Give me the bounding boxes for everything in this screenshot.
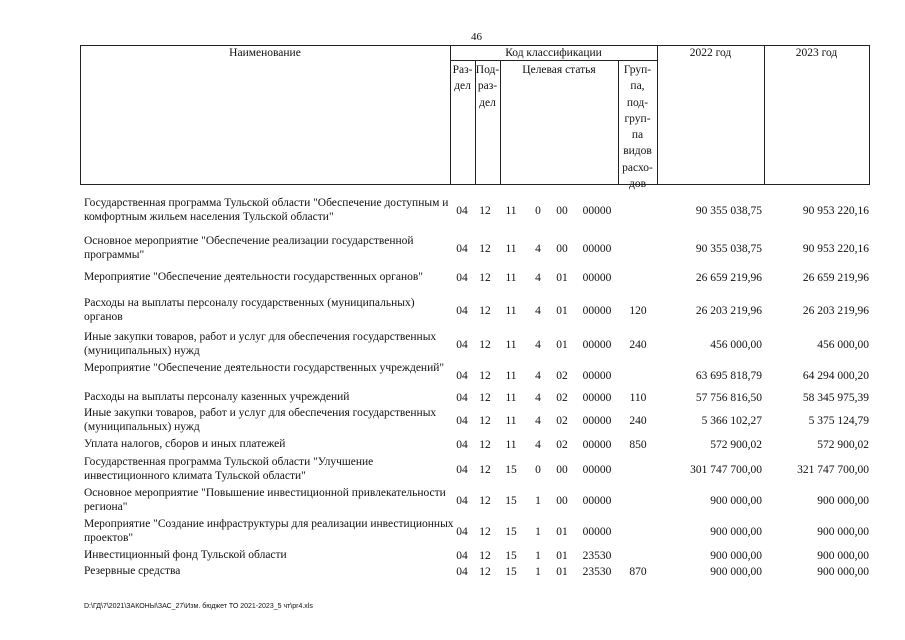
- row-code-c2: 4: [535, 305, 541, 317]
- row-code-c2: 0: [535, 464, 541, 476]
- row-code-vr: 110: [629, 392, 647, 404]
- header-razdel-line: Раз-: [452, 64, 473, 76]
- row-name: Иные закупки товаров, работ и услуг для обеспечения государственных (муниципальных) нужд: [84, 331, 437, 357]
- header-2022: 2022 год: [689, 47, 732, 59]
- row-code-pr: 12: [479, 550, 491, 562]
- header-group-line: под-: [626, 96, 649, 109]
- row-code-c1: 11: [505, 243, 517, 255]
- row-amount-2022: 90 355 038,75: [695, 243, 762, 255]
- row-name: Резервные средства: [84, 565, 181, 577]
- row-code-vr: 120: [629, 305, 647, 317]
- row-name: Уплата налогов, сборов и иных платежей: [84, 438, 286, 450]
- header-group-line: груп-: [624, 112, 651, 125]
- header-2023: 2023 год: [795, 47, 838, 59]
- row-code-vr: 870: [629, 566, 647, 578]
- row-code-c1: 11: [505, 392, 517, 404]
- row-code-r: 04: [456, 392, 468, 404]
- row-code-c3: 00: [556, 495, 568, 507]
- row-code-c2: 4: [535, 272, 541, 284]
- row-code-c2: 4: [535, 243, 541, 255]
- row-code-c3: 01: [556, 272, 568, 284]
- row-code-pr: 12: [479, 464, 491, 476]
- row-code-pr: 12: [479, 392, 491, 404]
- row-code-r: 04: [456, 205, 468, 217]
- row-code-c1: 15: [505, 566, 517, 578]
- row-code-pr: 12: [479, 495, 491, 507]
- row-code-c3: 02: [556, 415, 568, 427]
- row-amount-2022: 5 366 102,27: [701, 415, 762, 427]
- row-code-c2: 0: [535, 205, 541, 217]
- row-name: Расходы на выплаты персоналу государственных (муниципальных) органов: [84, 297, 415, 323]
- row-amount-2022: 572 900,02: [710, 439, 762, 451]
- row-amount-2022: 456 000,00: [710, 339, 762, 351]
- row-amount-2022: 63 695 818,79: [695, 370, 762, 382]
- row-code-vr: 240: [629, 415, 647, 427]
- table-row: [0, 271, 905, 287]
- row-amount-2022: 900 000,00: [710, 495, 762, 507]
- row-amount-2023: 58 345 975,39: [802, 392, 869, 404]
- header-name: Наименование: [229, 47, 301, 59]
- header-group-line: расхо-: [622, 161, 653, 174]
- header-group-line: видов: [623, 145, 652, 158]
- row-code-c2: 4: [535, 439, 541, 451]
- row-code-r: 04: [456, 464, 468, 476]
- row-code-c1: 11: [505, 415, 517, 427]
- row-name: Расходы на выплаты персоналу казенных учреждений: [84, 391, 350, 403]
- row-name: Мероприятие "Обеспечение деятельности государственных учреждений": [84, 362, 445, 374]
- row-code-c3: 02: [556, 370, 568, 382]
- row-code-c2: 1: [535, 526, 541, 538]
- table-row: [0, 456, 905, 486]
- header-podrazdel-line: дел: [479, 96, 496, 109]
- row-code-pr: 12: [479, 370, 491, 382]
- row-code-c1: 15: [505, 526, 517, 538]
- row-code-r: 04: [456, 439, 468, 451]
- row-code-vr: 240: [629, 339, 647, 351]
- table-row: [0, 362, 905, 392]
- header-podrazdel-line: раз-: [477, 80, 498, 93]
- row-code-vr: 850: [629, 439, 647, 451]
- table-row: [0, 487, 905, 517]
- row-code-pr: 12: [479, 415, 491, 427]
- row-code-c3: 01: [556, 305, 568, 317]
- row-code-pr: 12: [479, 243, 491, 255]
- row-code-c1: 11: [505, 370, 517, 382]
- row-code-c4: 00000: [582, 464, 612, 476]
- row-code-r: 04: [456, 566, 468, 578]
- row-name: Основное мероприятие "Повышение инвестиционной привлекательности региона": [84, 487, 446, 513]
- row-code-c1: 11: [505, 439, 517, 451]
- row-amount-2023: 900 000,00: [817, 566, 869, 578]
- row-amount-2023: 900 000,00: [817, 550, 869, 562]
- row-name: Иные закупки товаров, работ и услуг для обеспечения государственных (муниципальных) нужд: [84, 407, 437, 433]
- row-name: Государственная программа Тульской области "Обеспечение доступным и комфортным жильем населения Тульской области": [84, 197, 449, 223]
- table-row: [0, 331, 905, 361]
- header-target: Целевая статья: [522, 64, 596, 76]
- row-code-c4: 00000: [582, 305, 612, 317]
- row-code-c4: 00000: [582, 243, 612, 255]
- row-code-c1: 11: [505, 339, 517, 351]
- row-code-c3: 00: [556, 243, 568, 255]
- header-code: Код классификации: [505, 47, 602, 59]
- row-amount-2022: 900 000,00: [710, 526, 762, 538]
- row-name: Государственная программа Тульской области "Улучшение инвестиционного климата Тульской области": [84, 456, 374, 482]
- row-amount-2022: 26 203 219,96: [695, 305, 762, 317]
- row-amount-2023: 26 659 219,96: [802, 272, 869, 284]
- row-code-c4: 23530: [582, 566, 612, 578]
- row-code-c1: 15: [505, 495, 517, 507]
- row-amount-2022: 26 659 219,96: [695, 272, 762, 284]
- row-code-pr: 12: [479, 205, 491, 217]
- row-code-c4: 00000: [582, 392, 612, 404]
- row-name: Мероприятие "Обеспечение деятельности государственных органов": [84, 271, 423, 283]
- row-code-c1: 11: [505, 205, 517, 217]
- row-code-c2: 4: [535, 415, 541, 427]
- row-amount-2023: 900 000,00: [817, 526, 869, 538]
- row-amount-2023: 90 953 220,16: [802, 243, 869, 255]
- header-group-line: па,: [630, 80, 645, 93]
- row-amount-2022: 900 000,00: [710, 566, 762, 578]
- row-code-r: 04: [456, 370, 468, 382]
- row-code-c3: 01: [556, 526, 568, 538]
- row-code-r: 04: [456, 415, 468, 427]
- row-name: Инвестиционный фонд Тульской области: [84, 549, 287, 561]
- row-code-pr: 12: [479, 339, 491, 351]
- row-name: Мероприятие "Создание инфраструктуры для реализации инвестиционных проектов": [84, 518, 454, 544]
- header-group-line: дов: [628, 178, 647, 191]
- row-code-r: 04: [456, 495, 468, 507]
- file-path-footer: D:\ГД\7\2021\ЗАКОНЫ\ЗАС_27\Изм. бюджет ТО 2021-2023_5 чт\pr4.xls: [84, 603, 313, 610]
- row-code-r: 04: [456, 339, 468, 351]
- row-name: Основное мероприятие "Обеспечение реализации государственной программы": [84, 235, 414, 261]
- row-code-c4: 00000: [582, 339, 612, 351]
- table-row: [0, 235, 905, 265]
- table-row: [0, 565, 905, 581]
- row-amount-2022: 900 000,00: [710, 550, 762, 562]
- row-code-c2: 1: [535, 550, 541, 562]
- row-code-c2: 4: [535, 392, 541, 404]
- row-code-c2: 4: [535, 370, 541, 382]
- row-code-pr: 12: [479, 439, 491, 451]
- row-code-c4: 00000: [582, 526, 612, 538]
- row-amount-2023: 64 294 000,20: [802, 370, 869, 382]
- row-code-c3: 00: [556, 205, 568, 217]
- table-row: [0, 438, 905, 454]
- row-code-c3: 01: [556, 566, 568, 578]
- table-row: [0, 297, 905, 327]
- row-code-c3: 01: [556, 550, 568, 562]
- row-amount-2023: 5 375 124,79: [808, 415, 869, 427]
- row-amount-2023: 90 953 220,16: [802, 205, 869, 217]
- table-row: [0, 549, 905, 565]
- header-razdel-line: дел: [454, 80, 471, 93]
- table-row: [0, 197, 905, 227]
- row-code-c4: 00000: [582, 272, 612, 284]
- row-amount-2023: 456 000,00: [817, 339, 869, 351]
- row-code-r: 04: [456, 243, 468, 255]
- row-amount-2023: 321 747 700,00: [797, 464, 869, 476]
- row-amount-2023: 26 203 219,96: [802, 305, 869, 317]
- row-code-pr: 12: [479, 305, 491, 317]
- row-amount-2023: 900 000,00: [817, 495, 869, 507]
- table-row: [0, 518, 905, 548]
- row-code-c2: 1: [535, 495, 541, 507]
- row-code-c4: 23530: [582, 550, 612, 562]
- row-code-r: 04: [456, 526, 468, 538]
- table-row: [0, 407, 905, 437]
- row-code-c1: 15: [505, 550, 517, 562]
- row-code-c4: 00000: [582, 439, 612, 451]
- row-code-c1: 15: [505, 464, 517, 476]
- row-code-c4: 00000: [582, 495, 612, 507]
- row-amount-2023: 572 900,02: [817, 439, 869, 451]
- row-code-c3: 00: [556, 464, 568, 476]
- row-amount-2022: 90 355 038,75: [695, 205, 762, 217]
- row-code-c4: 00000: [582, 415, 612, 427]
- row-code-r: 04: [456, 272, 468, 284]
- row-code-r: 04: [456, 550, 468, 562]
- row-code-r: 04: [456, 305, 468, 317]
- row-code-c3: 02: [556, 392, 568, 404]
- row-amount-2022: 301 747 700,00: [690, 464, 762, 476]
- row-code-c2: 4: [535, 339, 541, 351]
- page-number: 46: [471, 31, 482, 43]
- row-code-pr: 12: [479, 526, 491, 538]
- row-code-c4: 00000: [582, 370, 612, 382]
- row-code-pr: 12: [479, 272, 491, 284]
- row-code-c1: 11: [505, 305, 517, 317]
- row-amount-2022: 57 756 816,50: [695, 392, 762, 404]
- row-code-c3: 02: [556, 439, 568, 451]
- row-code-c2: 1: [535, 566, 541, 578]
- header-group-line: Груп-: [623, 64, 652, 76]
- row-code-c3: 01: [556, 339, 568, 351]
- row-code-c1: 11: [505, 272, 517, 284]
- table-row: [0, 391, 905, 407]
- header-podrazdel-line: Под-: [475, 64, 500, 76]
- header-group-line: па: [631, 129, 644, 142]
- row-code-c4: 00000: [582, 205, 612, 217]
- row-code-pr: 12: [479, 566, 491, 578]
